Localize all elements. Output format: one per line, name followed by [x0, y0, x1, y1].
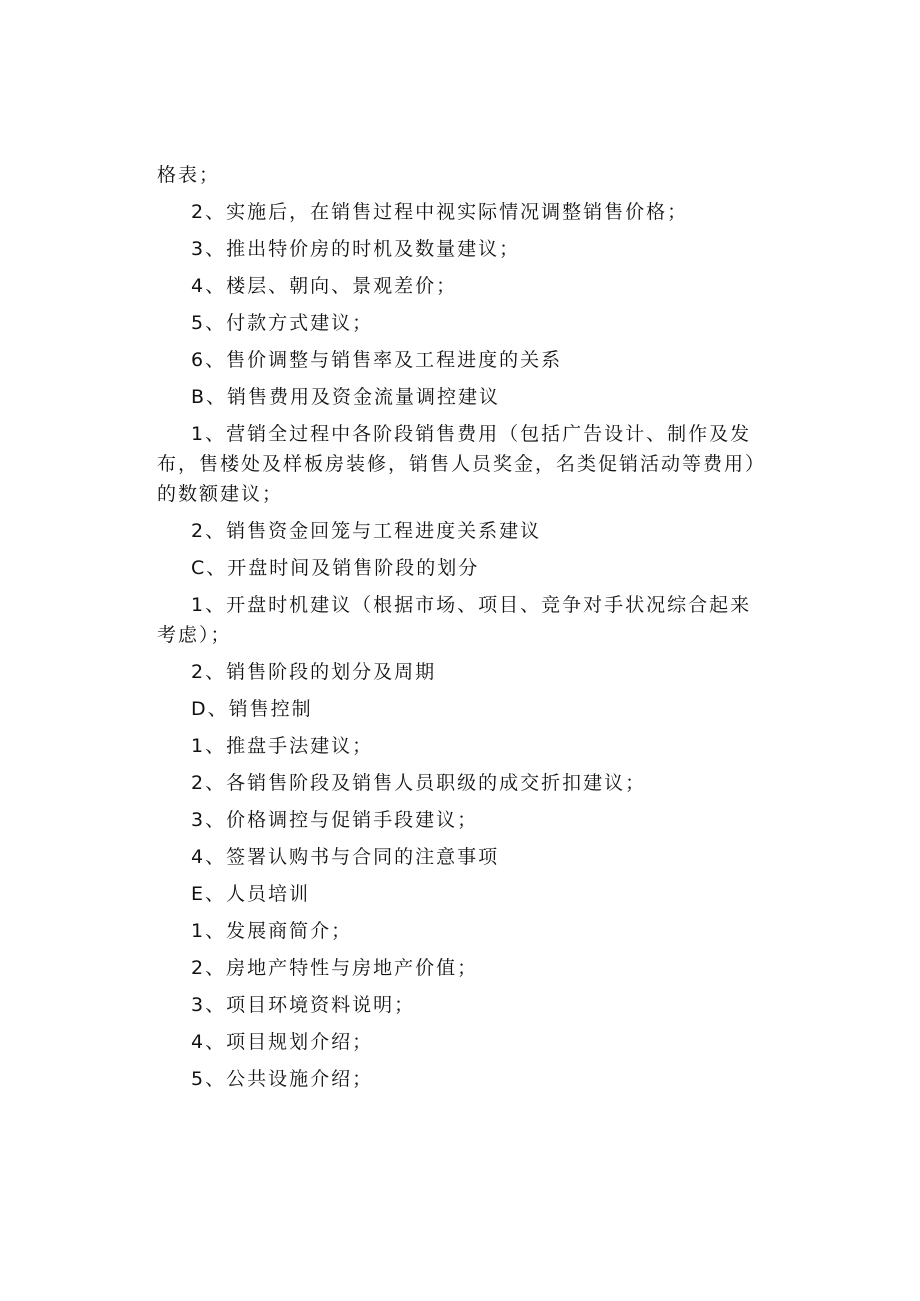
section-heading-b: B、销售费用及资金流量调控建议: [191, 386, 501, 408]
text-line: 2、销售资金回笼与工程进度关系建议: [191, 520, 542, 542]
text-line: 5、公共设施介绍；: [191, 1068, 374, 1090]
text-line: 格表；: [157, 164, 221, 186]
text-line: 1、发展商简介；: [191, 920, 353, 942]
paragraph-sales-fees: [157, 419, 767, 509]
section-heading-d: D、销售控制: [191, 698, 313, 720]
text-line: 2、各销售阶段及销售人员职级的成交折扣建议；: [191, 772, 647, 794]
document-body: [157, 160, 767, 1101]
text-line: 3、推出特价房的时机及数量建议；: [191, 238, 521, 260]
text-line: 3、项目环境资料说明；: [191, 994, 416, 1016]
section-heading-c: C、开盘时间及销售阶段的划分: [191, 557, 480, 579]
paragraph-line: 1、开盘时机建议（根据市场、项目、竞争对手状况综合起来: [191, 594, 752, 616]
paragraph-line: 的数额建议；: [157, 483, 284, 505]
text-line: 4、签署认购书与合同的注意事项: [191, 846, 500, 868]
text-line: 2、实施后，在销售过程中视实际情况调整销售价格；: [191, 201, 689, 223]
text-line: 1、推盘手法建议；: [191, 735, 374, 757]
text-line: 6、售价调整与销售率及工程进度的关系: [191, 349, 563, 371]
paragraph-line: 1、营销全过程中各阶段销售费用（包括广告设计、制作及发: [191, 423, 752, 445]
paragraph-opening-timing: [157, 590, 767, 650]
section-heading-e: E、人员培训: [191, 883, 311, 905]
text-line: 2、销售阶段的划分及周期: [191, 661, 437, 683]
text-line: 4、项目规划介绍；: [191, 1031, 374, 1053]
text-line: 3、价格调控与促销手段建议；: [191, 809, 479, 831]
paragraph-line: 考虑）；: [157, 624, 232, 646]
text-line: 5、付款方式建议；: [191, 312, 374, 334]
text-line: 4、楼层、朝向、景观差价；: [191, 275, 458, 297]
text-line: 2、房地产特性与房地产价值；: [191, 957, 479, 979]
paragraph-line: 布，售楼处及样板房装修，销售人员奖金，名类促销活动等费用）: [157, 453, 767, 475]
